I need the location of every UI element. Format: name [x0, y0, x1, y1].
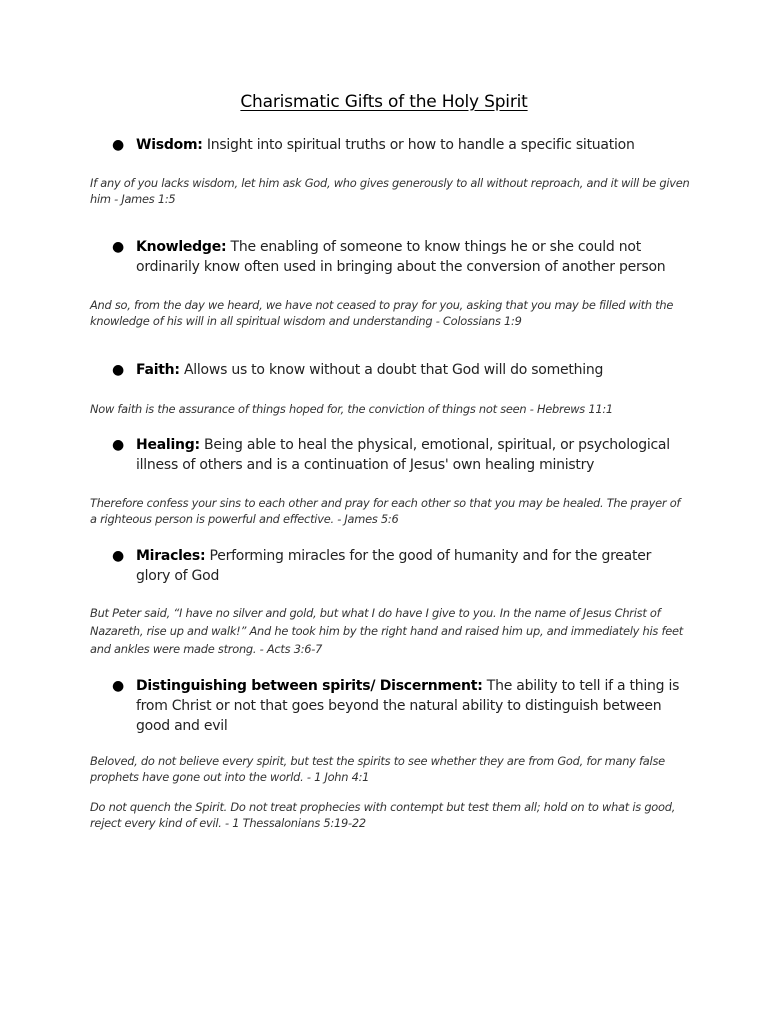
gift-description: The enabling of someone to know things he or she could not ordinarily know often used in bringing about the conversion of another person — [136, 239, 666, 275]
verse-james-1-5: If any of you lacks wisdom, let him ask God, who gives generously to all without reproach, and it will be given him - James 1:5 — [90, 176, 690, 206]
bullet-icon: ● — [112, 548, 124, 564]
verse-james-5-6: Therefore confess your sins to each other and pray for each other so that you may be healed. The prayer of a righteous person is powerful and effective. - James 5:6 — [90, 496, 681, 526]
page-title: Charismatic Gifts of the Holy Spirit — [240, 92, 528, 112]
verse-1-thessalonians-5-19-22: Do not quench the Spirit. Do not treat prophecies with contempt but test them all; hold on to what is good, reject every kind of evil. - 1 Thessalonians 5:19-22 — [90, 800, 676, 830]
gift-text — [136, 360, 682, 380]
gift-name: Wisdom: — [136, 137, 203, 153]
verse-acts-3-6-7: But Peter said, “I have no silver and gold, but what I do have I give to you. In the name of Jesus Christ of Nazareth, rise up and walk!” And he took him by the right hand and raised him up, and immediately his feet and ankles were made strong. - Acts 3:6-7 — [90, 606, 683, 656]
verse-1-john-4-1: Beloved, do not believe every spirit, but test the spirits to see whether they are from God, for many false prophets have gone out into the world. - 1 John 4:1 — [90, 754, 665, 784]
gift-item-knowledge — [112, 237, 682, 277]
bullet-icon: ● — [112, 137, 124, 153]
gift-text — [136, 435, 682, 475]
gift-item-faith — [112, 360, 682, 380]
bullet-icon: ● — [112, 239, 124, 255]
bullet-icon: ● — [112, 437, 124, 453]
gift-name: Miracles: — [136, 548, 206, 564]
gift-description: The ability to tell if a thing is from Christ or not that goes beyond the natural ability to distinguish between good and evil — [136, 678, 680, 734]
gift-item-healing — [112, 435, 682, 475]
gift-item-wisdom — [112, 135, 682, 155]
gift-item-discernment — [112, 676, 682, 736]
bullet-icon: ● — [112, 362, 124, 378]
gift-description: Insight into spiritual truths or how to handle a specific situation — [202, 137, 635, 153]
gift-name: Knowledge: — [136, 239, 227, 255]
gift-name: Distinguishing between spirits/ Discernment: — [136, 678, 483, 694]
gift-text — [136, 676, 682, 736]
gift-text — [136, 237, 682, 277]
gift-text — [136, 546, 682, 586]
gift-description: Allows us to know without a doubt that God will do something — [179, 362, 604, 378]
gift-text — [136, 135, 682, 155]
gift-name: Healing: — [136, 437, 200, 453]
bullet-icon: ● — [112, 678, 124, 694]
gift-name: Faith: — [136, 362, 180, 378]
gift-description: Performing miracles for the good of humanity and for the greater glory of God — [136, 548, 652, 584]
verse-colossians-1-9: And so, from the day we heard, we have not ceased to pray for you, asking that you may be filled with the knowledge of his will in all spiritual wisdom and understanding - Colossians 1:9 — [90, 298, 674, 328]
verse-hebrews-11-1: Now faith is the assurance of things hoped for, the conviction of things not seen - Hebrews 11:1 — [90, 402, 613, 416]
gift-description: Being able to heal the physical, emotional, spiritual, or psychological illness of others and is a continuation of Jesus' own healing ministry — [136, 437, 670, 473]
gift-item-miracles — [112, 546, 682, 586]
